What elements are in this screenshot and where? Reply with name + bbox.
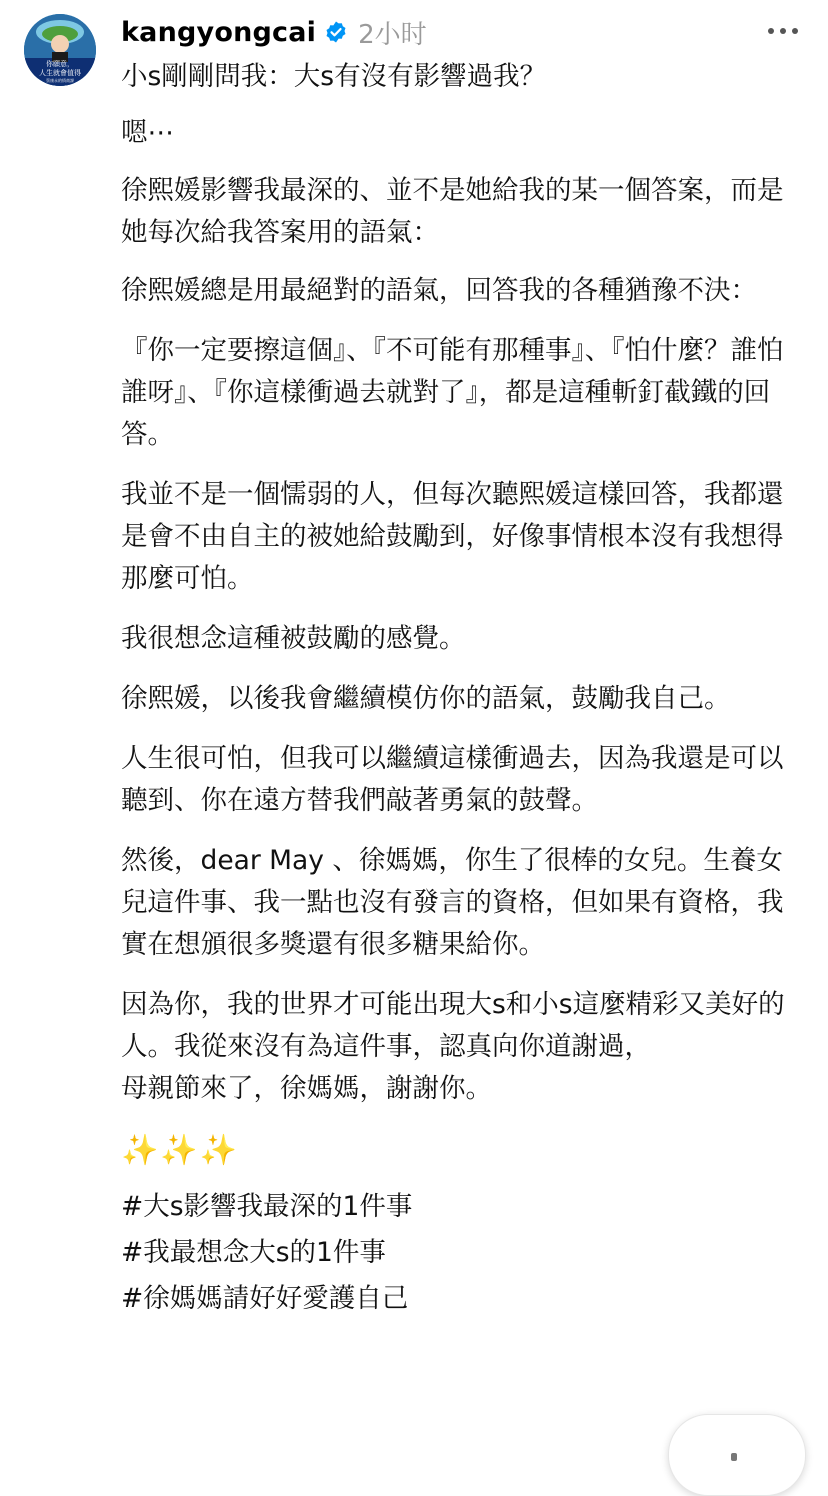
post-paragraph: 我並不是一個懦弱的人，但每次聽熙媛這樣回答，我都還是會不由自主的被她給鼓勵到，好像事情根本沒有我想得那麼可怕。 — [121, 479, 784, 594]
avatar-image — [24, 14, 96, 86]
verified-badge-icon — [324, 20, 348, 44]
post-paragraph: 徐熙媛影響我最深的、並不是她給我的某一個答案，而是她每次給我答案用的語氣： — [121, 175, 784, 248]
floating-action-button[interactable] — [668, 1414, 806, 1496]
avatar[interactable] — [24, 14, 96, 86]
post-paragraph: 人生很可怕，但我可以繼續這樣衝過去，因為我還是可以聽到、你在遠方替我們敲著勇氣的鼓聲。 — [121, 743, 784, 816]
timestamp: 2小时 — [358, 19, 427, 50]
username[interactable]: kangyongcai — [121, 16, 317, 48]
post-paragraph: 徐熙媛總是用最絕對的語氣，回答我的各種猶豫不決： — [121, 275, 757, 306]
post-paragraph: 徐熙媛，以後我會繼續模仿你的語氣，鼓勵我自己。 — [121, 683, 731, 714]
more-dot — [780, 28, 786, 34]
post-paragraph: 『你一定要擦這個』、『不可能有那種事』、『怕什麼？誰怕誰呀』、『你這樣衝過去就對了』，都是這種斬釘截鐵的回答。 — [121, 335, 784, 450]
hashtag-link[interactable]: #我最想念大s的1件事 — [121, 1237, 386, 1268]
avatar-text-line3: 蔡康永的情商課 — [46, 78, 74, 83]
more-dot — [768, 28, 774, 34]
post-paragraph: 我很想念這種被鼓勵的感覺。 — [121, 623, 466, 654]
more-dot — [792, 28, 798, 34]
post-paragraph: 然後，dear May 、徐媽媽，你生了很棒的女兒。生養女兒這件事、我一點也沒有發言的資格，但如果有資格，我實在想頒很多獎還有很多糖果給你。 — [121, 845, 784, 960]
post-paragraph: 小s剛剛問我：大s有沒有影響過我？ — [121, 61, 547, 92]
post-header — [121, 12, 427, 52]
post-paragraph: 因為你，我的世界才可能出現大s和小s這麼精彩又美好的人。我從來沒有為這件事，認真向你道謝過， 母親節來了，徐媽媽，謝謝你。 — [121, 989, 785, 1104]
avatar-text-line2: 人生就會值得 — [39, 69, 81, 77]
hashtag-link[interactable]: #大s影響我最深的1件事 — [121, 1191, 413, 1222]
more-options-icon[interactable] — [768, 20, 798, 42]
hashtag-link[interactable]: #徐媽媽請好好愛護自己 — [121, 1283, 409, 1314]
avatar-text-line1: 你願意， — [46, 60, 74, 68]
post-body — [121, 56, 801, 1322]
hashtag-list — [121, 1184, 801, 1322]
post-paragraph: 嗯⋯ — [121, 117, 174, 148]
sparkles-emoji: ✨✨✨ — [121, 1133, 240, 1168]
